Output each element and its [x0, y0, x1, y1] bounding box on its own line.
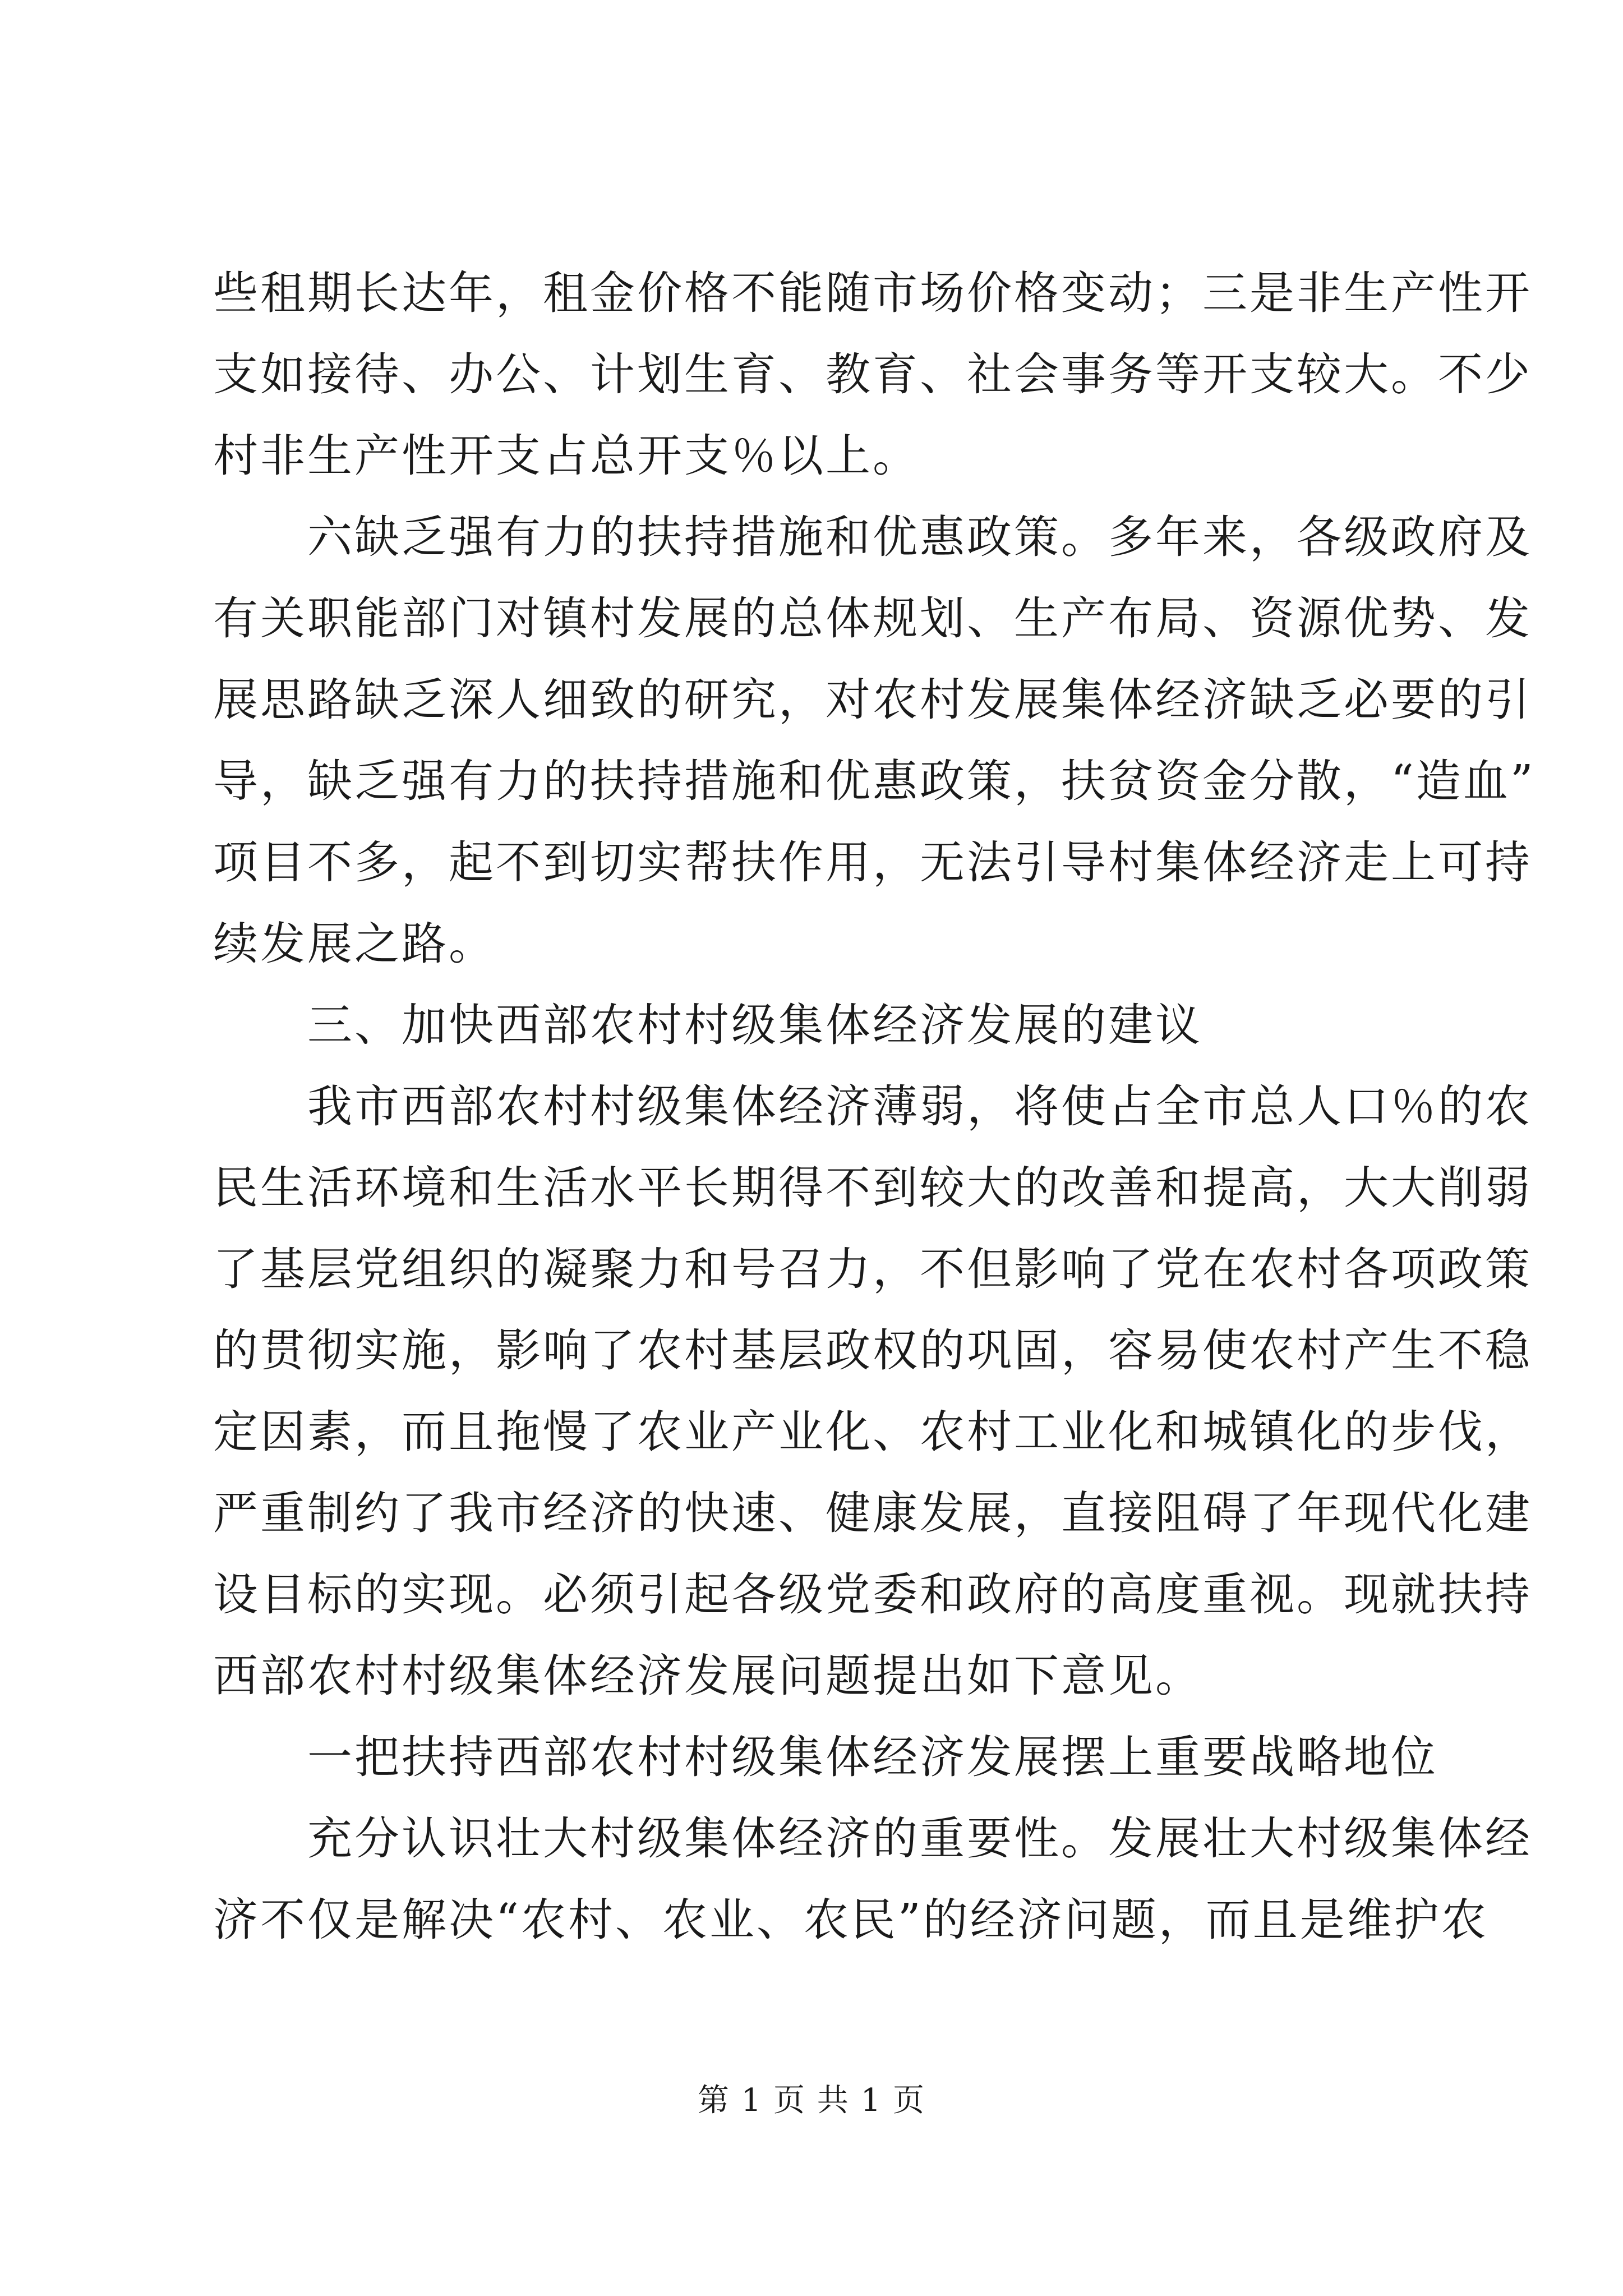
text-line: 了基层党组织的凝聚力和号召力，不但影响了党在农村各项政策	[213, 1243, 1532, 1295]
text-line: 支如接待、办公、计划生育、教育、社会事务等开支较大。不少	[213, 348, 1532, 401]
text-line: 些租期长达年，租金价格不能随市场价格变动；三是非生产性开	[213, 267, 1532, 319]
text-line: 展思路缺乏深人细致的研究，对农村发展集体经济缺乏必要的引	[213, 674, 1532, 726]
text-line: 定因素，而且拖慢了农业产业化、农村工业化和城镇化的步伐，	[213, 1406, 1532, 1458]
subsection-heading: 一把扶持西部农村村级集体经济发展摆上重要战略地位	[307, 1731, 1438, 1783]
text-line: 西部农村村级集体经济发展问题提出如下意见。	[213, 1650, 1202, 1702]
paragraph-start-line: 我市西部农村村级集体经济薄弱，将使占全市总人口％的农	[307, 1080, 1532, 1133]
page-footer: 第 1 页 共 1 页	[697, 2082, 926, 2119]
text-line: 有关职能部门对镇村发展的总体规划、生产布局、资源优势、发	[213, 592, 1532, 645]
text-line: 村非生产性开支占总开支％以上。	[213, 430, 920, 482]
text-line: 民生活环境和生活水平长期得不到较大的改善和提高，大大削弱	[213, 1162, 1532, 1214]
text-line: 导，缺乏强有力的扶持措施和优惠政策，扶贫资金分散，“造血”	[213, 755, 1536, 807]
text-line: 严重制约了我市经济的快速、健康发展，直接阻碍了年现代化建	[213, 1487, 1532, 1539]
text-line: 的贯彻实施，影响了农村基层政权的巩固，容易使农村产生不稳	[213, 1324, 1532, 1377]
text-line: 设目标的实现。必须引起各级党委和政府的高度重视。现就扶持	[213, 1568, 1532, 1621]
text-line: 济不仅是解决“农村、农业、农民”的经济问题，而且是维护农	[213, 1894, 1488, 1946]
text-line: 续发展之路。	[213, 918, 496, 970]
document-body	[213, 252, 1536, 1961]
paragraph-start-line: 六缺乏强有力的扶持措施和优惠政策。多年来，各级政府及	[307, 511, 1532, 563]
section-heading: 三、加快西部农村村级集体经济发展的建议	[307, 999, 1202, 1051]
text-line: 项目不多，起不到切实帮扶作用，无法引导村集体经济走上可持	[213, 836, 1532, 889]
paragraph-start-line: 充分认识壮大村级集体经济的重要性。发展壮大村级集体经	[307, 1812, 1532, 1865]
